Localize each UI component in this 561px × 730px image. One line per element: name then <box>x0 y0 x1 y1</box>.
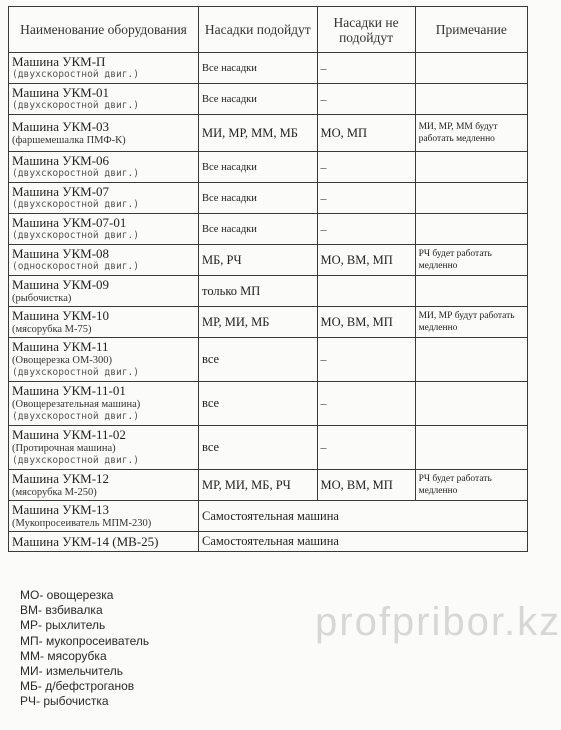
equipment-subtitle: (Протирочная машина) <box>12 443 116 454</box>
table-body <box>9 53 528 552</box>
table-header-row <box>9 7 528 53</box>
equipment-cell <box>9 152 199 183</box>
note-cell <box>415 183 527 214</box>
table-row <box>9 53 528 84</box>
note-cell: МИ, МР будут работать медленно <box>415 307 527 338</box>
legend-item: РЧ- рыбочистка <box>20 694 109 709</box>
table-row <box>9 338 528 382</box>
motor-type: (односкоростной двиг.) <box>12 261 140 272</box>
motor-type: (двухскоростной двиг.) <box>12 411 140 422</box>
fit-cell: Все насадки <box>199 53 318 84</box>
table-row <box>9 307 528 338</box>
note-cell <box>415 338 527 382</box>
equipment-name: Машина УКМ-П <box>12 54 106 69</box>
legend-item: МБ- д/бефстроганов <box>20 679 135 694</box>
legend-item: МИ- измельчитель <box>20 664 123 679</box>
legend-item: ВМ- взбивалка <box>20 603 103 618</box>
equipment-name: Машина УКМ-11 <box>12 339 109 354</box>
standalone-machine-cell: Самостоятельная машина <box>199 501 528 532</box>
equipment-name: Машина УКМ-03 <box>12 118 110 134</box>
header-note: Примечание <box>415 7 527 53</box>
not-fit-cell: МО, ВМ, МП <box>317 245 415 276</box>
equipment-subtitle: (Овощерезка ОМ-300) <box>12 355 113 366</box>
equipment-name: Машина УКМ-07-01 <box>12 215 127 230</box>
table-row <box>9 470 528 501</box>
equipment-name: Машина УКМ-10 <box>12 307 110 323</box>
standalone-machine-cell: Самостоятельная машина <box>199 532 528 552</box>
fit-cell: только МП <box>199 276 318 307</box>
fit-cell: все <box>199 338 318 382</box>
motor-type: (двухскоростной двиг.) <box>12 199 140 210</box>
fit-cell: Все насадки <box>199 214 318 245</box>
not-fit-cell: МО, ВМ, МП <box>317 470 415 501</box>
note-cell <box>415 276 527 307</box>
equipment-name: Машина УКМ-06 <box>12 153 110 168</box>
not-fit-cell: – <box>317 214 415 245</box>
not-fit-cell: – <box>317 152 415 183</box>
equipment-cell <box>9 382 199 426</box>
table-row <box>9 382 528 426</box>
equipment-name: Машина УКМ-11-01 <box>12 383 126 398</box>
note-cell: РЧ будет работать медленно <box>415 245 527 276</box>
equipment-subtitle: (мясорубка М-250) <box>12 486 97 498</box>
equipment-name: Машина УКМ-11-02 <box>12 427 126 442</box>
fit-cell: все <box>199 426 318 470</box>
equipment-cell <box>9 183 199 214</box>
fit-cell: МИ, МР, ММ, МБ <box>199 115 318 152</box>
note-cell: МИ, МР, ММ будут работать медленно <box>415 115 527 152</box>
motor-type: (двухскоростной двиг.) <box>12 69 140 80</box>
fit-cell: все <box>199 382 318 426</box>
equipment-cell <box>9 276 199 307</box>
fit-cell: МР, МИ, МБ, РЧ <box>199 470 318 501</box>
not-fit-cell: – <box>317 53 415 84</box>
header-equipment: Наименование оборудования <box>9 7 199 53</box>
motor-type: (двухскоростной двиг.) <box>12 168 140 179</box>
equipment-cell <box>9 307 199 338</box>
not-fit-cell: – <box>317 426 415 470</box>
equipment-name: Машина УКМ-14 (МВ-25) <box>12 533 159 549</box>
equipment-name: Машина УКМ-08 <box>12 246 110 261</box>
note-cell <box>415 382 527 426</box>
equipment-name: Машина УКМ-01 <box>12 85 110 100</box>
not-fit-cell: – <box>317 84 415 115</box>
equipment-subtitle: (рыбочистка) <box>12 292 72 304</box>
abbreviation-legend <box>20 588 149 710</box>
table-row <box>9 84 528 115</box>
watermark: profpribor.kz <box>315 600 561 644</box>
note-cell <box>415 53 527 84</box>
motor-type: (двухскоростной двиг.) <box>12 455 140 466</box>
table-row <box>9 426 528 470</box>
table-row <box>9 214 528 245</box>
note-cell <box>415 426 527 470</box>
motor-type: (двухскоростной двиг.) <box>12 230 140 241</box>
table-row <box>9 245 528 276</box>
equipment-compatibility-table <box>8 6 528 552</box>
equipment-subtitle: (Мукопросеиватель МПМ-230) <box>12 517 152 529</box>
not-fit-cell <box>317 276 415 307</box>
not-fit-cell: – <box>317 338 415 382</box>
fit-cell: МР, МИ, МБ <box>199 307 318 338</box>
fit-cell: Все насадки <box>199 183 318 214</box>
legend-item: МО- овощерезка <box>20 588 114 602</box>
equipment-cell <box>9 245 199 276</box>
fit-cell: Все насадки <box>199 152 318 183</box>
table-row <box>9 532 528 552</box>
table-row <box>9 501 528 532</box>
note-cell <box>415 84 527 115</box>
note-cell <box>415 152 527 183</box>
equipment-cell <box>9 84 199 115</box>
table-row <box>9 115 528 152</box>
not-fit-cell: МО, ВМ, МП <box>317 307 415 338</box>
motor-type: (двухскоростной двиг.) <box>12 367 140 378</box>
fit-cell: Все насадки <box>199 84 318 115</box>
equipment-name: Машина УКМ-13 <box>12 501 110 517</box>
equipment-subtitle: (мясорубка М-75) <box>12 323 92 335</box>
legend-item: МР- рыхлитель <box>20 618 106 633</box>
motor-type: (двухскоростной двиг.) <box>12 100 140 111</box>
legend-item: МП- мукопросеиватель <box>20 633 150 648</box>
header-fit: Насадки подойдут <box>199 7 318 53</box>
not-fit-cell: – <box>317 183 415 214</box>
not-fit-cell: – <box>317 382 415 426</box>
not-fit-cell: МО, МП <box>317 115 415 152</box>
equipment-name: Машина УКМ-09 <box>12 276 110 292</box>
legend-item: ММ- мясорубка <box>20 648 107 663</box>
equipment-cell <box>9 470 199 501</box>
equipment-cell <box>9 338 199 382</box>
equipment-cell <box>9 501 199 532</box>
equipment-cell <box>9 115 199 152</box>
equipment-subtitle: (Овощерезательная машина) <box>12 399 141 410</box>
document-sheet <box>8 6 530 552</box>
table-row <box>9 276 528 307</box>
equipment-cell <box>9 53 199 84</box>
equipment-name: Машина УКМ-12 <box>12 470 110 486</box>
equipment-cell <box>9 214 199 245</box>
table-row <box>9 152 528 183</box>
equipment-cell <box>9 426 199 470</box>
header-not-fit: Насадки не подойдут <box>317 7 415 53</box>
equipment-subtitle: (фаршемешалка ПМФ-К) <box>12 134 126 146</box>
note-cell <box>415 214 527 245</box>
equipment-cell <box>9 532 199 552</box>
table-row <box>9 183 528 214</box>
equipment-name: Машина УКМ-07 <box>12 184 110 199</box>
note-cell: РЧ будет работать медленно <box>415 470 527 501</box>
fit-cell: МБ, РЧ <box>199 245 318 276</box>
